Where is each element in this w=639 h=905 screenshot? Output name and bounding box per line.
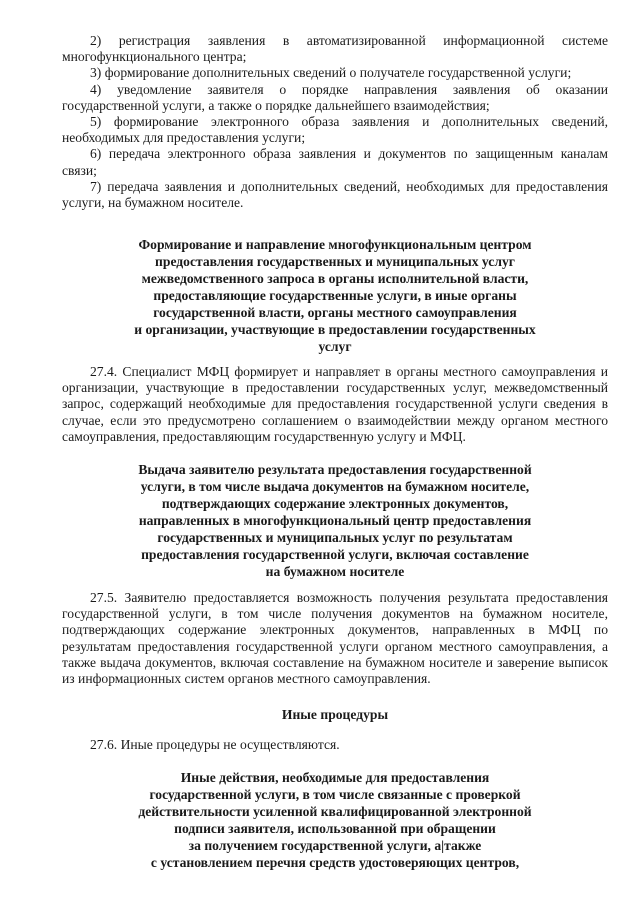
paragraph-text: 27.5. Заявителю предоставляется возможность получения результата предоставления государственной услуги, в том числе получения документов на бумажном носителе, подтверждающих содержание электронных документов, направленных в МФЦ по результатам предоставления государственной услуги органом местного самоуправления, а также выдача документов, включая составление на бумажном носителе и заверение выписок из информационных систем органов местного самоуправления. xyxy=(62,590,608,687)
paragraph-text: 27.6. Иные процедуры не осуществляются. xyxy=(90,737,340,752)
heading-line: действительности усиленной квалифицированной электронной xyxy=(138,804,532,819)
heading-line: Иные действия, необходимые для предоставления xyxy=(180,770,490,785)
list-item: 2) регистрация заявления в автоматизированной информационной системе многофункционального центра; xyxy=(62,33,608,65)
section-heading-other-actions xyxy=(62,769,608,871)
heading-line: с установлением перечня средств удостоверяющих центров, xyxy=(150,855,520,870)
section-heading-interagency-request xyxy=(62,236,608,355)
heading-line: Иные процедуры xyxy=(281,707,389,722)
list-item: 5) формирование электронного образа заявления и дополнительных сведений, необходимых для предоставления услуги; xyxy=(62,114,608,146)
heading-line: за получением государственной услуги, а|также xyxy=(188,838,482,853)
list-item: 6) передача электронного образа заявления и документов по защищенным каналам связи; xyxy=(62,146,608,178)
heading-line: предоставления государственных и муниципальных услуг xyxy=(155,254,515,269)
section-heading-other-procedures xyxy=(62,706,608,723)
heading-line: Формирование и направление многофункциональным центром xyxy=(138,237,532,252)
heading-line: предоставляющие государственные услуги, в иные органы xyxy=(153,288,517,303)
paragraph-27-4 xyxy=(62,364,608,445)
heading-line: направленных в многофункциональный центр предоставления xyxy=(138,513,532,528)
heading-line: подтверждающих содержание электронных документов, xyxy=(161,496,509,511)
heading-line: государственной власти, органы местного самоуправления xyxy=(153,305,517,320)
heading-line: на бумажном носителе xyxy=(265,564,405,579)
paragraph-text: 27.4. Специалист МФЦ формирует и направляет в органы местного самоуправления и организации, участвующие в предоставлении государственных услуг, межведомственный запрос, содержащий необходимые для предоставления государственной услуги сведения в случае, если это предусмотрено соглашением о взаимодействии между органом местного самоуправления, предоставляющим государственную услугу и МФЦ. xyxy=(62,364,608,444)
heading-line: услуг xyxy=(318,339,352,354)
paragraph-27-5 xyxy=(62,590,608,687)
paragraph-27-6 xyxy=(62,737,608,753)
heading-line: услуги, в том числе выдача документов на бумажном носителе, xyxy=(140,479,530,494)
procedure-list xyxy=(62,33,608,211)
heading-line: и организации, участвующие в предоставлении государственных xyxy=(134,322,536,337)
heading-line: государственных и муниципальных услуг по результатам xyxy=(157,530,513,545)
heading-line: Выдача заявителю результата предоставления государственной xyxy=(138,462,532,477)
heading-line: подписи заявителя, использованной при обращении xyxy=(174,821,496,836)
list-item: 3) формирование дополнительных сведений о получателе государственной услуги; xyxy=(90,65,572,81)
heading-line: государственной услуги, в том числе связанные с проверкой xyxy=(149,787,521,802)
section-heading-result-issuance xyxy=(62,461,608,580)
list-item: 4) уведомление заявителя о порядке направления заявления об оказании государственной услуги, а также о порядке дальнейшего взаимодействия; xyxy=(62,81,608,113)
list-item: 7) передача заявления и дополнительных сведений, необходимых для предоставления услуги, на бумажном носителе. xyxy=(62,178,608,211)
heading-line: межведомственного запроса в органы исполнительной власти, xyxy=(141,271,529,286)
heading-line: предоставления государственной услуги, включая составление xyxy=(141,547,529,562)
